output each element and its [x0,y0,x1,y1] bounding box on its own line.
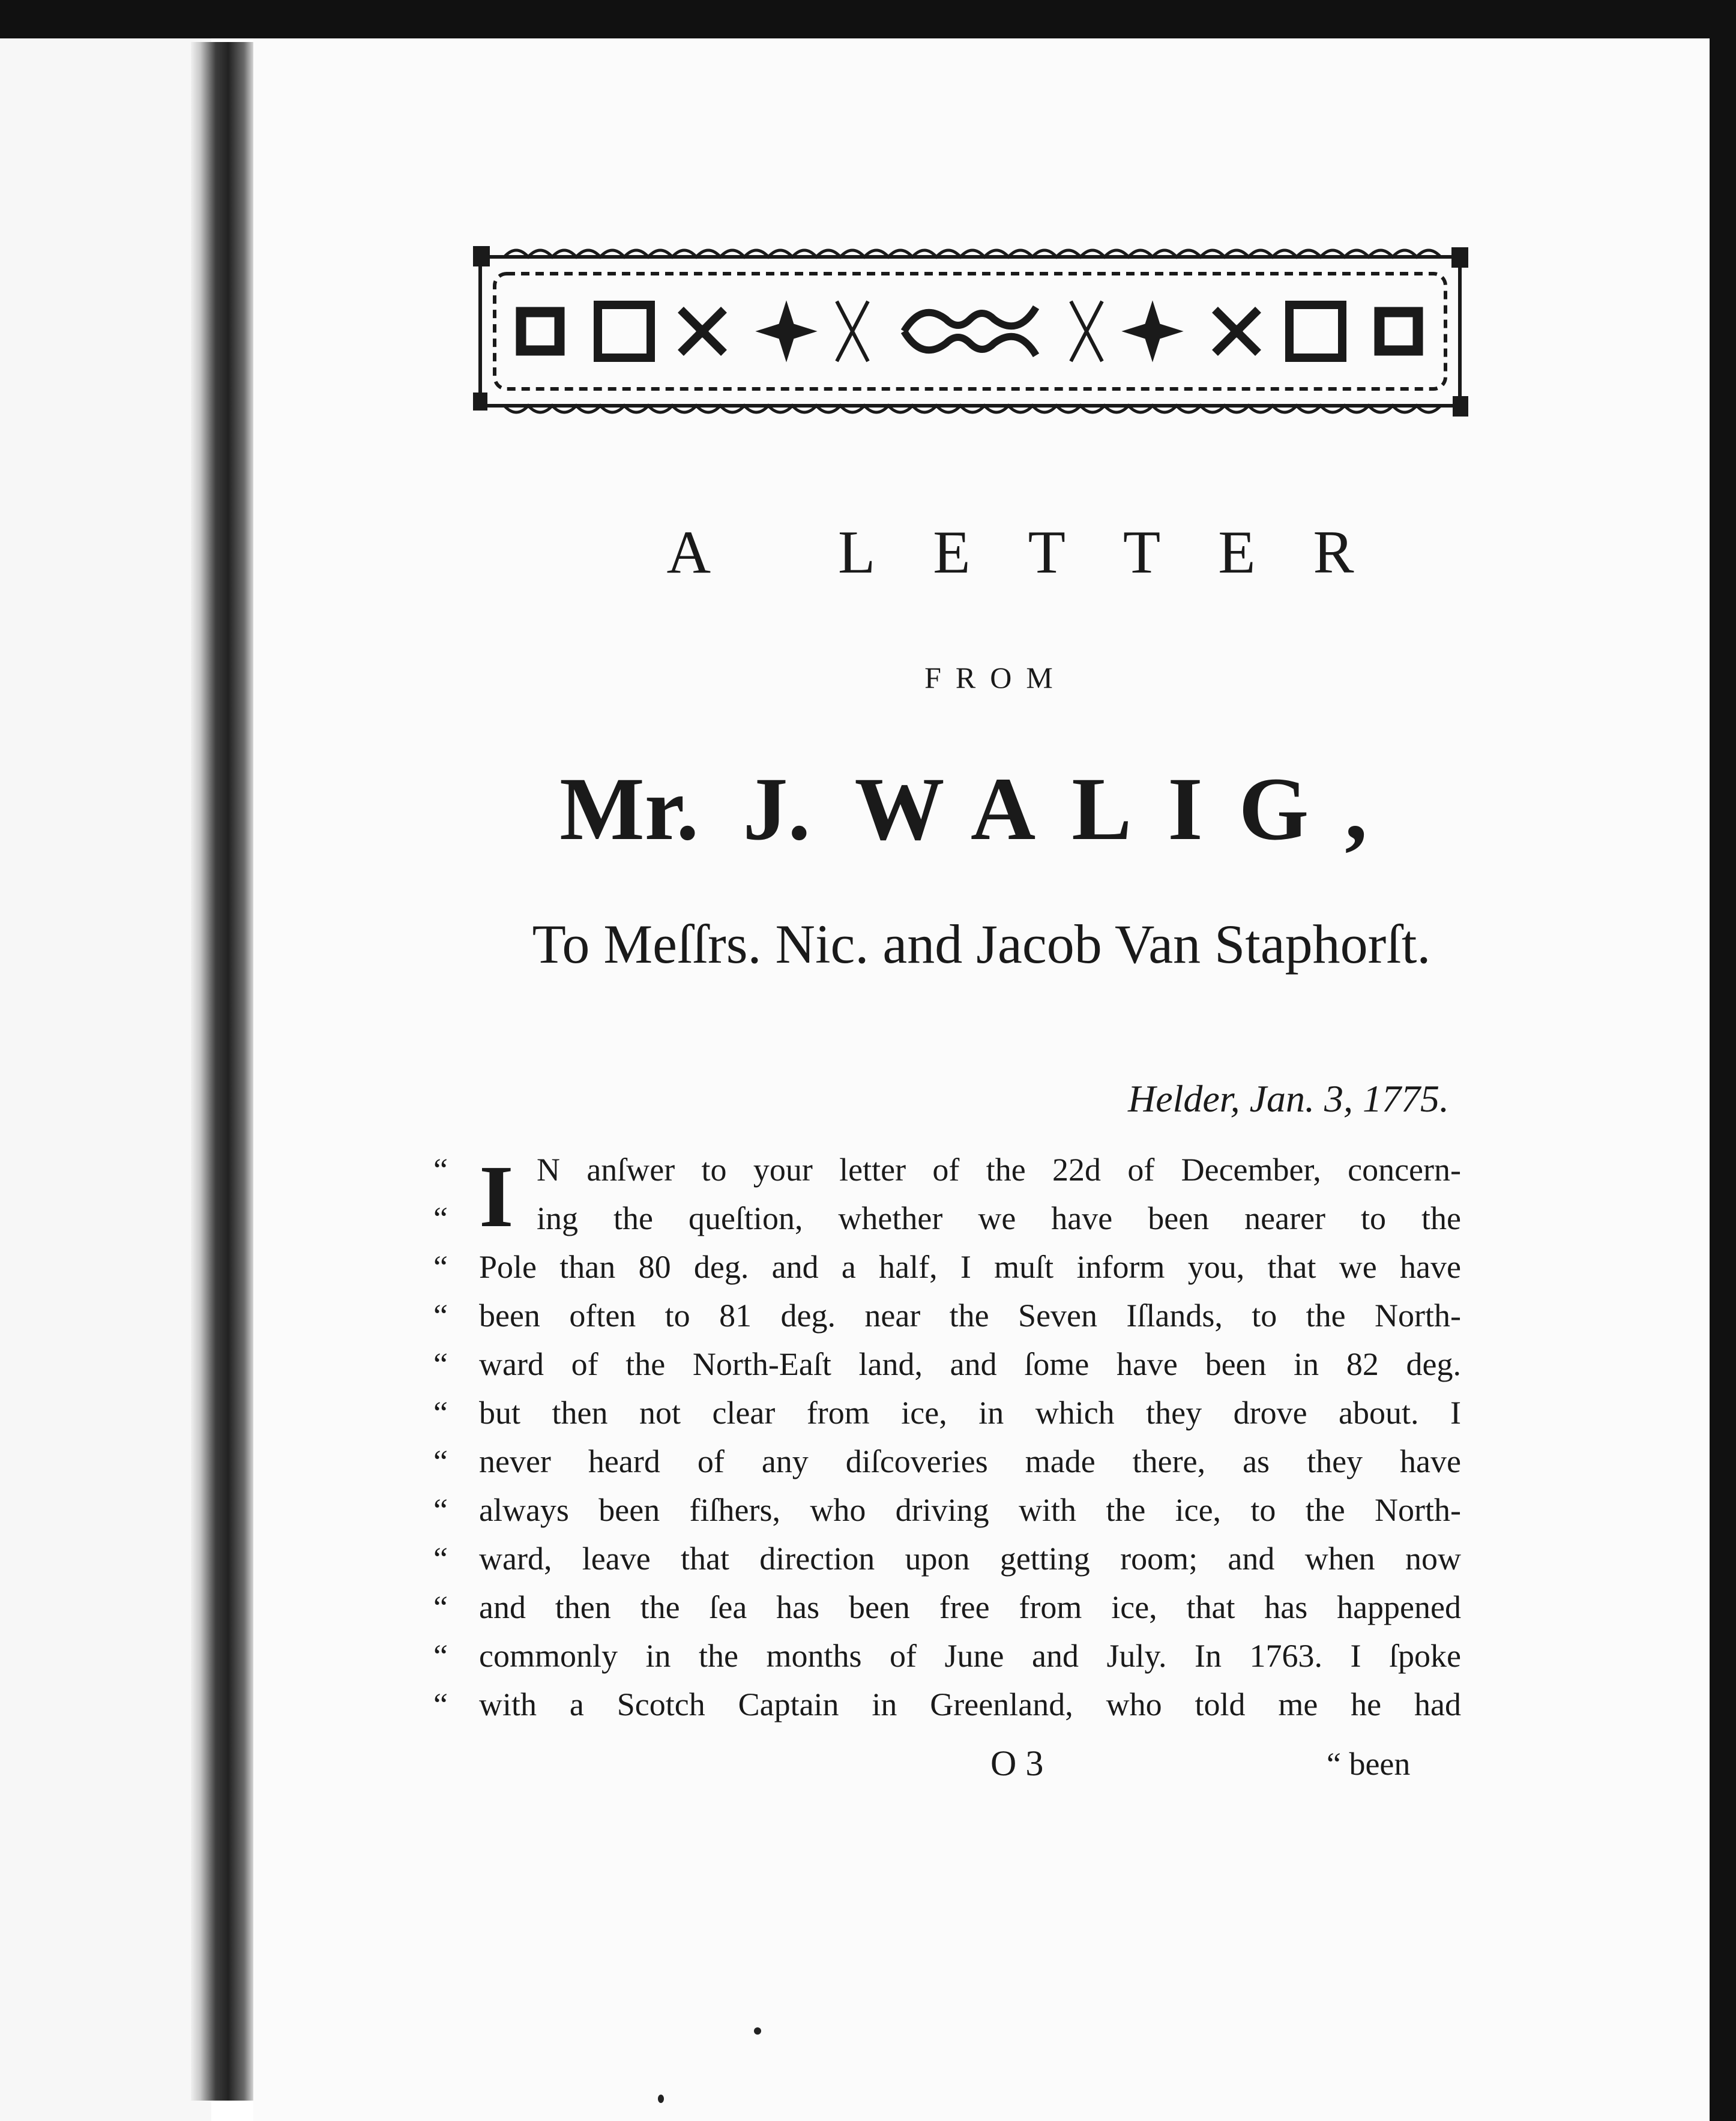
scan-right-border [1710,0,1736,2121]
letter-line [433,1297,1461,1346]
letter-line [433,1686,1461,1734]
line-text: but then not clear from ice, in which they drove about. I [479,1395,1461,1431]
line-text: never heard of any diſcoveries made there, as they have [479,1443,1461,1479]
line-text: been often to 81 deg. near the Seven Iſlands, to the North- [479,1298,1461,1334]
line-text: commonly in the months of June and July. In 1763. I ſpoke [479,1638,1461,1674]
quote-mark: “ [433,1298,448,1334]
title-from: FROM [924,661,1067,694]
line-text: with a Scotch Captain in Greenland, who told me he had [479,1686,1461,1722]
quote-mark: “ [433,1589,448,1625]
line-text: ward, leave that direction upon getting room; and when now [479,1541,1461,1577]
quote-mark: “ [433,1443,448,1479]
signature-mark: O 3 [990,1743,1044,1783]
catchword: “ been [1327,1746,1411,1782]
head-ornament [468,239,1472,424]
scan-speck [658,2095,664,2103]
author-name [253,757,1710,861]
letter-line [433,1589,1461,1637]
letter-line [433,1248,1461,1297]
letter-line [433,1540,1461,1589]
letter-line [433,1200,1461,1248]
book-gutter [191,42,253,2101]
letter-line [433,1637,1461,1686]
quote-mark: “ [433,1152,448,1188]
line-text: N anſwer to your letter of the 22d of December, concern- [537,1152,1461,1188]
recipients-line: To Meſſrs. Nic. and Jacob Van Staphorſt. [532,913,1431,975]
quote-mark: “ [433,1638,448,1674]
line-text: ward of the North-Eaſt land, and ſome have been in 82 deg. [479,1346,1461,1382]
drop-cap: I [479,1148,514,1246]
letter-line [433,1443,1461,1491]
author-name-prefix: Mr. J. [559,759,811,859]
quote-mark: “ [433,1346,448,1382]
dateline: Helder, Jan. 3, 1775. [1127,1077,1449,1120]
letter-line [433,1346,1461,1394]
scan-speck [754,2027,761,2035]
title-a-letter: A LETTER [666,519,1412,586]
line-text: always been fiſhers, who driving with the ice, to the North- [479,1492,1461,1528]
quote-mark: “ [433,1492,448,1528]
quote-mark: “ [433,1249,448,1285]
scan-top-border [0,0,1736,38]
author-surname: WALIG, [854,759,1403,859]
line-text: and then the ſea has been free from ice, that has happened [479,1589,1461,1625]
letter-body [433,1148,1461,1734]
letter-line [433,1491,1461,1540]
line-text: ing the queſtion, whether we have been nearer to the [537,1200,1461,1236]
quote-mark: “ [433,1686,448,1722]
facing-page [0,38,211,2121]
line-text: Pole than 80 deg. and a half, I muſt inform you, that we have [479,1249,1461,1285]
quote-mark: “ [433,1541,448,1577]
quote-mark: “ [433,1200,448,1236]
quote-mark: “ [433,1395,448,1431]
letter-line [433,1394,1461,1443]
